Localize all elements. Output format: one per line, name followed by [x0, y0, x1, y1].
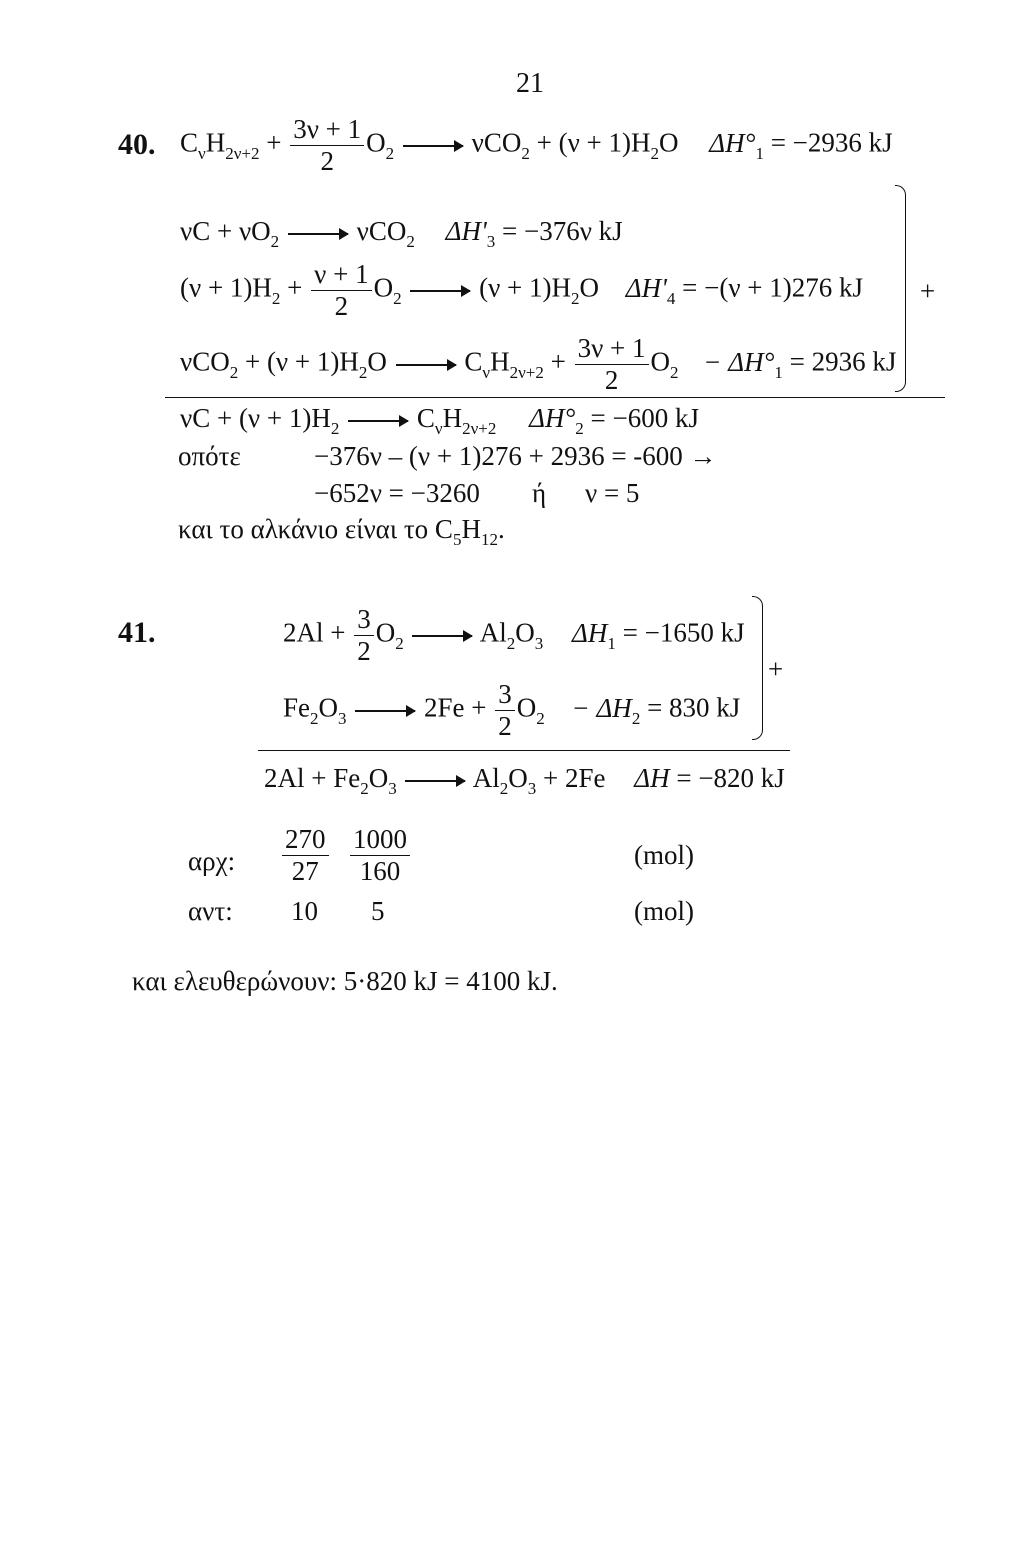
reaction-arrow — [405, 780, 465, 782]
reaction-arrow — [396, 364, 456, 366]
p40-reaction-2: $(\nu + 1)H_2$ + $\frac{\nu + 1}{2}$ $O_2$ $(\nu + 1)H_2O$ $\Delta H'_4 = -(\nu + 1)276$ kJ — [180, 259, 864, 321]
reaction-arrow — [348, 420, 408, 422]
p40-calc-line-2b: ή — [532, 478, 547, 508]
p40-calc-line-2a: −652ν = −3260 — [314, 478, 480, 508]
p40-conclusion: και το αλκάνιο είναι το $C_5H_{12}$. — [178, 514, 505, 549]
reaction-arrow — [288, 233, 348, 235]
p40-right-brace — [895, 185, 906, 392]
p40-sum-rule — [165, 397, 945, 398]
reaction-arrow — [412, 635, 472, 637]
p41-sum-rule — [258, 750, 790, 751]
problem-40-number: 40. — [118, 128, 156, 161]
p41-final-statement: και ελευθερώνουν: 5·820 kJ = 4100 kJ. — [132, 966, 558, 996]
reaction-arrow — [403, 145, 463, 147]
fraction: $\frac{3\nu + 1}{2}$ — [290, 116, 364, 175]
p41-ant-value-1: 10 — [291, 896, 318, 926]
p41-arx-fraction-1: $\frac{270}{27}$ — [280, 826, 331, 885]
page-number: 21 — [516, 68, 544, 99]
p41-reaction-1: 2Al + $\frac{3}{2}$ $O_2$ $Al_2O_3$ $\Delta H_1 = -1650$ kJ — [283, 604, 745, 666]
p41-reaction-2: $Fe_2O_3$ 2Fe + $\frac{3}{2}$ $O_2 - \Delta H_2 = 830$ kJ — [283, 679, 741, 741]
p40-opote-label: οπότε — [178, 441, 241, 471]
p40-calc-line-2c: ν = 5 — [585, 478, 640, 508]
p41-ant-unit: (mol) — [634, 896, 694, 926]
p40-main-equation: $C_\nu H_{2\nu+2}$ + $\frac{3\nu + 1}{2}$ $O_2$ $\nu CO_2 + (\nu + 1)H_2O$ $\Delta H^\circ_1 = -2936$ kJ — [180, 114, 893, 176]
reaction-arrow — [410, 290, 470, 292]
p41-arx-unit: (mol) — [634, 840, 694, 870]
p41-sum-reaction: $2Al + Fe_2O_3$ $Al_2O_3 + 2Fe$ ΔH = −820 kJ — [264, 763, 785, 798]
fraction: $\frac{3}{2}$ — [354, 606, 374, 665]
p40-reaction-1: $\nu C + \nu O_2$ νCO$_2$ $\Delta H'_3 = -376\nu$ kJ — [180, 216, 623, 251]
reaction-arrow — [355, 710, 415, 712]
p40-brace-plus: + — [920, 276, 936, 306]
p41-right-brace — [752, 596, 763, 740]
p41-brace-plus: + — [768, 654, 784, 684]
p40-sum-reaction: $\nu C + (\nu + 1)H_2$ $C_\nu H_{2\nu+2}$ $\Delta H^\circ_2 = -600$ kJ — [180, 403, 699, 438]
p40-reaction-3: $\nu CO_2 + (\nu + 1)H_2O$ $C_\nu H_{2\nu+2}$ + $\frac{3\nu + 1}{2}$ $O_2 - \Delta H^\circ_1 = 2936$ kJ — [180, 333, 897, 395]
fraction: $\frac{\nu + 1}{2}$ — [311, 261, 371, 320]
p41-arx-label: αρχ: — [188, 846, 236, 876]
p41-ant-value-2: 5 — [371, 896, 385, 926]
fraction: $\frac{3\nu + 1}{2}$ — [575, 335, 649, 394]
problem-41-number: 41. — [118, 616, 156, 649]
fraction: $\frac{3}{2}$ — [495, 681, 515, 740]
p41-arx-fraction-2: $\frac{1000}{160}$ — [348, 826, 412, 885]
p41-ant-label: αντ: — [188, 896, 233, 926]
p40-calc-line-1: −376ν – (ν + 1)276 + 2936 = -600 → — [314, 441, 717, 471]
